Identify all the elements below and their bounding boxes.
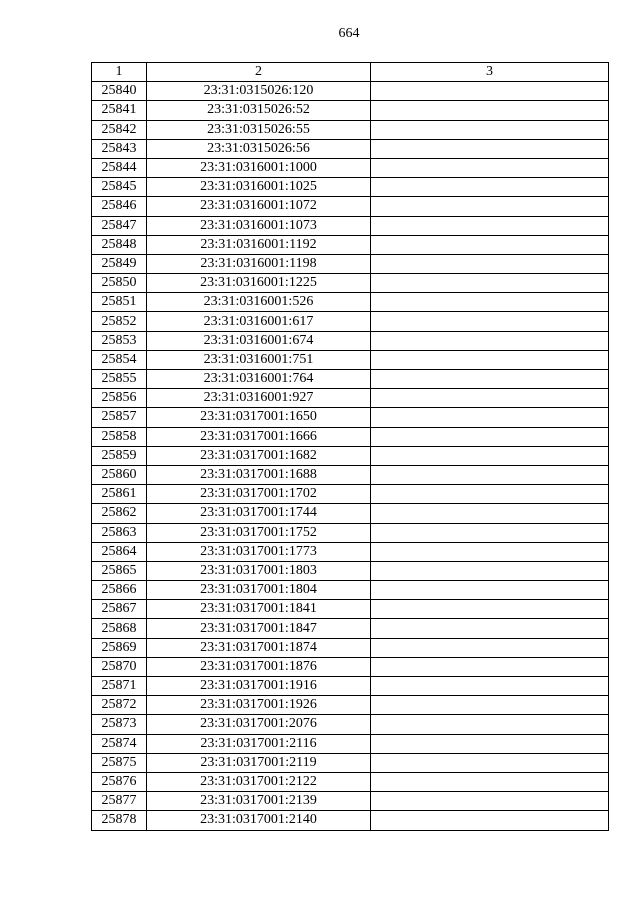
- row-number-cell: 25863: [92, 523, 147, 542]
- note-cell: [371, 350, 609, 369]
- note-cell: [371, 274, 609, 293]
- row-number-cell: 25856: [92, 389, 147, 408]
- table-row: [92, 427, 609, 446]
- table-row: [92, 677, 609, 696]
- note-cell: [371, 504, 609, 523]
- row-number-cell: 25851: [92, 293, 147, 312]
- table-row: [92, 101, 609, 120]
- row-number-cell: 25846: [92, 197, 147, 216]
- row-number-cell: 25861: [92, 485, 147, 504]
- cadastral-number-cell: 23:31:0316001:1025: [147, 178, 371, 197]
- note-cell: [371, 178, 609, 197]
- table-row: [92, 446, 609, 465]
- note-cell: [371, 677, 609, 696]
- cadastral-number-cell: 23:31:0317001:1803: [147, 561, 371, 580]
- note-cell: [371, 312, 609, 331]
- row-number-cell: 25857: [92, 408, 147, 427]
- cadastral-number-cell: 23:31:0315026:120: [147, 82, 371, 101]
- table-row: [92, 619, 609, 638]
- table-row: [92, 792, 609, 811]
- note-cell: [371, 753, 609, 772]
- row-number-cell: 25860: [92, 465, 147, 484]
- note-cell: [371, 772, 609, 791]
- cadastral-number-cell: 23:31:0316001:927: [147, 389, 371, 408]
- cadastral-number-cell: 23:31:0316001:1072: [147, 197, 371, 216]
- row-number-cell: 25841: [92, 101, 147, 120]
- note-cell: [371, 370, 609, 389]
- table-row: [92, 216, 609, 235]
- note-cell: [371, 216, 609, 235]
- note-cell: [371, 523, 609, 542]
- cadastral-number-cell: 23:31:0317001:1847: [147, 619, 371, 638]
- cadastral-number-cell: 23:31:0316001:1225: [147, 274, 371, 293]
- note-cell: [371, 581, 609, 600]
- table-row: [92, 638, 609, 657]
- row-number-cell: 25865: [92, 561, 147, 580]
- row-number-cell: 25871: [92, 677, 147, 696]
- row-number-cell: 25876: [92, 772, 147, 791]
- cadastral-number-cell: 23:31:0317001:2116: [147, 734, 371, 753]
- cadastral-number-cell: 23:31:0316001:526: [147, 293, 371, 312]
- table-row: [92, 542, 609, 561]
- cadastral-number-cell: 23:31:0317001:2139: [147, 792, 371, 811]
- row-number-cell: 25859: [92, 446, 147, 465]
- note-cell: [371, 657, 609, 676]
- note-cell: [371, 734, 609, 753]
- cadastral-number-cell: 23:31:0317001:1773: [147, 542, 371, 561]
- table-row: [92, 350, 609, 369]
- note-cell: [371, 715, 609, 734]
- cadastral-number-cell: 23:31:0317001:2119: [147, 753, 371, 772]
- table-row: [92, 465, 609, 484]
- note-cell: [371, 446, 609, 465]
- table-row: [92, 331, 609, 350]
- cadastral-number-cell: 23:31:0316001:1198: [147, 254, 371, 273]
- row-number-cell: 25870: [92, 657, 147, 676]
- row-number-cell: 25867: [92, 600, 147, 619]
- cadastral-number-cell: 23:31:0317001:1688: [147, 465, 371, 484]
- table-row: [92, 178, 609, 197]
- row-number-cell: 25868: [92, 619, 147, 638]
- cadastral-number-cell: 23:31:0317001:1702: [147, 485, 371, 504]
- cadastral-number-cell: 23:31:0316001:764: [147, 370, 371, 389]
- table-row: [92, 657, 609, 676]
- cadastral-number-cell: 23:31:0316001:751: [147, 350, 371, 369]
- cadastral-number-cell: 23:31:0317001:1926: [147, 696, 371, 715]
- table-row: [92, 370, 609, 389]
- cadastral-number-cell: 23:31:0317001:2140: [147, 811, 371, 830]
- row-number-cell: 25853: [92, 331, 147, 350]
- note-cell: [371, 427, 609, 446]
- row-number-cell: 25872: [92, 696, 147, 715]
- table-row: [92, 254, 609, 273]
- row-number-cell: 25858: [92, 427, 147, 446]
- row-number-cell: 25847: [92, 216, 147, 235]
- page-number: 664: [338, 26, 360, 41]
- note-cell: [371, 158, 609, 177]
- cadastral-number-cell: 23:31:0317001:1666: [147, 427, 371, 446]
- note-cell: [371, 638, 609, 657]
- row-number-cell: 25843: [92, 139, 147, 158]
- note-cell: [371, 331, 609, 350]
- table-row: [92, 408, 609, 427]
- table-row: [92, 753, 609, 772]
- cadastral-number-cell: 23:31:0317001:1752: [147, 523, 371, 542]
- note-cell: [371, 561, 609, 580]
- note-cell: [371, 389, 609, 408]
- note-cell: [371, 235, 609, 254]
- row-number-cell: 25866: [92, 581, 147, 600]
- header-cell-1: 1: [92, 63, 147, 82]
- cadastral-number-cell: 23:31:0316001:1192: [147, 235, 371, 254]
- note-cell: [371, 485, 609, 504]
- row-number-cell: 25845: [92, 178, 147, 197]
- row-number-cell: 25855: [92, 370, 147, 389]
- table-row: [92, 120, 609, 139]
- row-number-cell: 25873: [92, 715, 147, 734]
- cadastral-number-cell: 23:31:0317001:1841: [147, 600, 371, 619]
- row-number-cell: 25840: [92, 82, 147, 101]
- cadastral-number-cell: 23:31:0317001:1682: [147, 446, 371, 465]
- row-number-cell: 25849: [92, 254, 147, 273]
- table-row: [92, 600, 609, 619]
- note-cell: [371, 120, 609, 139]
- header-row: [92, 63, 609, 82]
- cadastral-number-cell: 23:31:0316001:1073: [147, 216, 371, 235]
- cadastral-number-cell: 23:31:0317001:1874: [147, 638, 371, 657]
- note-cell: [371, 465, 609, 484]
- cadastral-number-cell: 23:31:0315026:52: [147, 101, 371, 120]
- note-cell: [371, 619, 609, 638]
- table-row: [92, 235, 609, 254]
- cadastral-number-cell: 23:31:0317001:1916: [147, 677, 371, 696]
- note-cell: [371, 101, 609, 120]
- table-row: [92, 734, 609, 753]
- row-number-cell: 25842: [92, 120, 147, 139]
- table-row: [92, 772, 609, 791]
- table-row: [92, 504, 609, 523]
- cadastral-number-cell: 23:31:0317001:2076: [147, 715, 371, 734]
- row-number-cell: 25875: [92, 753, 147, 772]
- note-cell: [371, 82, 609, 101]
- table-row: [92, 158, 609, 177]
- table-row: [92, 696, 609, 715]
- table-row: [92, 139, 609, 158]
- table-row: [92, 274, 609, 293]
- row-number-cell: 25850: [92, 274, 147, 293]
- note-cell: [371, 811, 609, 830]
- header-cell-3: 3: [371, 63, 609, 82]
- row-number-cell: 25844: [92, 158, 147, 177]
- cadastral-number-cell: 23:31:0317001:1650: [147, 408, 371, 427]
- note-cell: [371, 254, 609, 273]
- table-row: [92, 811, 609, 830]
- row-number-cell: 25877: [92, 792, 147, 811]
- row-number-cell: 25864: [92, 542, 147, 561]
- table-row: [92, 197, 609, 216]
- row-number-cell: 25869: [92, 638, 147, 657]
- row-number-cell: 25874: [92, 734, 147, 753]
- cadastral-number-cell: 23:31:0317001:2122: [147, 772, 371, 791]
- cadastral-number-cell: 23:31:0316001:674: [147, 331, 371, 350]
- table-row: [92, 312, 609, 331]
- cadastral-number-cell: 23:31:0316001:1000: [147, 158, 371, 177]
- note-cell: [371, 197, 609, 216]
- row-number-cell: 25854: [92, 350, 147, 369]
- note-cell: [371, 139, 609, 158]
- table-row: [92, 581, 609, 600]
- table-row: [92, 523, 609, 542]
- registry-table: [91, 62, 609, 831]
- table-row: [92, 561, 609, 580]
- note-cell: [371, 542, 609, 561]
- table-body: [92, 82, 609, 830]
- table-row: [92, 715, 609, 734]
- cadastral-number-cell: 23:31:0317001:1804: [147, 581, 371, 600]
- cadastral-number-cell: 23:31:0316001:617: [147, 312, 371, 331]
- table-row: [92, 485, 609, 504]
- row-number-cell: 25848: [92, 235, 147, 254]
- note-cell: [371, 696, 609, 715]
- row-number-cell: 25862: [92, 504, 147, 523]
- table-header: [92, 63, 609, 82]
- cadastral-number-cell: 23:31:0315026:56: [147, 139, 371, 158]
- table-row: [92, 293, 609, 312]
- table-row: [92, 82, 609, 101]
- row-number-cell: 25878: [92, 811, 147, 830]
- cadastral-number-cell: 23:31:0317001:1744: [147, 504, 371, 523]
- note-cell: [371, 408, 609, 427]
- cadastral-number-cell: 23:31:0315026:55: [147, 120, 371, 139]
- header-cell-2: 2: [147, 63, 371, 82]
- cadastral-number-cell: 23:31:0317001:1876: [147, 657, 371, 676]
- table-row: [92, 389, 609, 408]
- note-cell: [371, 600, 609, 619]
- note-cell: [371, 792, 609, 811]
- note-cell: [371, 293, 609, 312]
- row-number-cell: 25852: [92, 312, 147, 331]
